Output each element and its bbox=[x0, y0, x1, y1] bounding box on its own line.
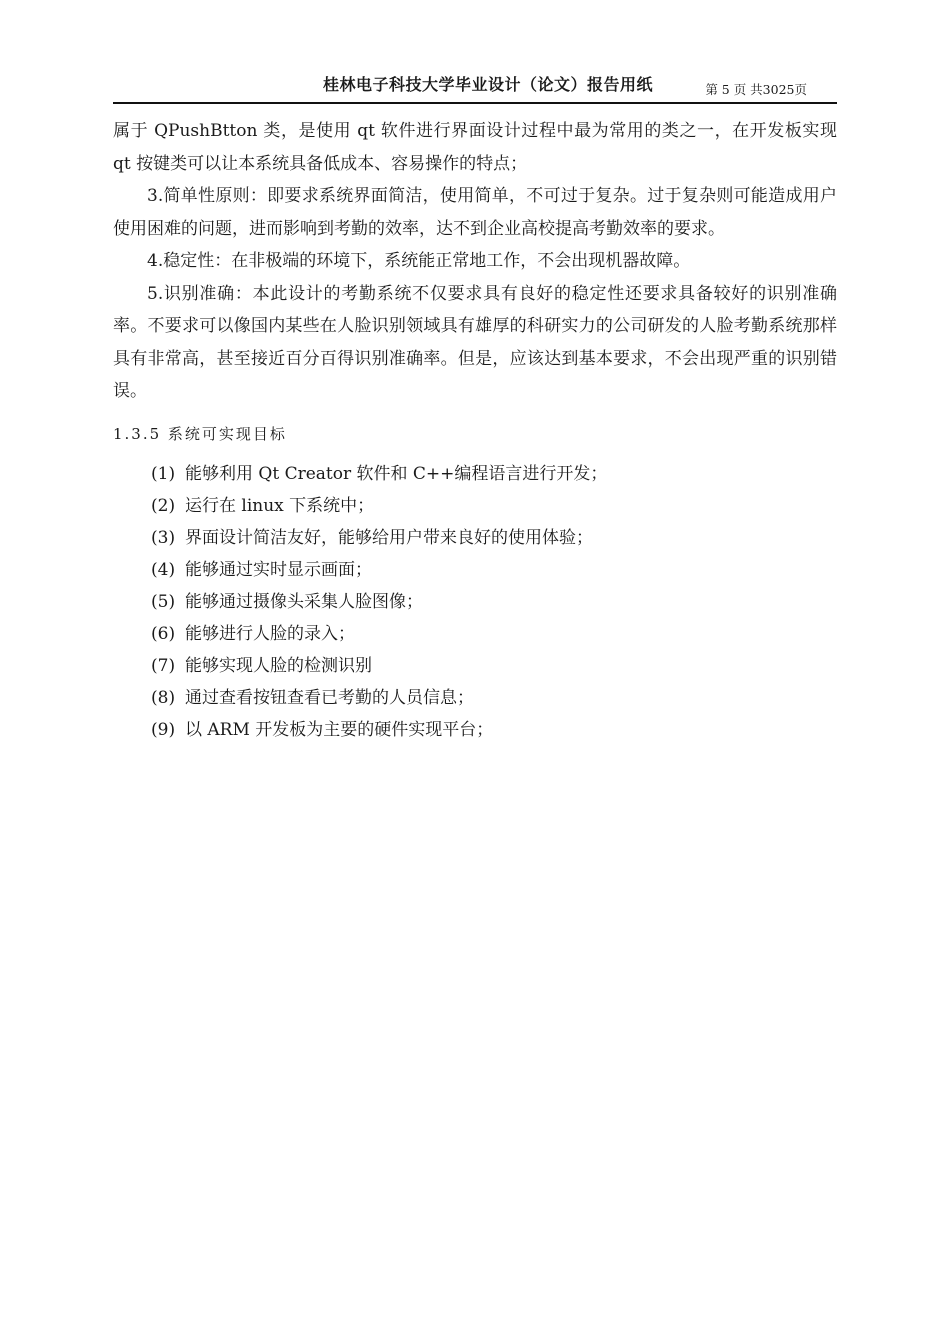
list-item-text: 能够进行人脸的录入； bbox=[185, 623, 355, 644]
paragraph-accuracy: 5.识别准确：本此设计的考勤系统不仅要求具有良好的稳定性还要求具备较好的识别准确率。不要求可以像国内某些在人脸识别领域具有雄厚的科研实力的公司研发的人脸考勤系统那样具有非常高，甚至接近百分百得识别准确率。但是，应该达到基本要求，不会出现严重的识别错误。 bbox=[113, 283, 837, 401]
list-item-text: 以 ARM 开发板为主要的硬件实现平台； bbox=[185, 719, 494, 740]
list-item-number: (4) bbox=[151, 559, 176, 580]
list-item bbox=[151, 682, 837, 714]
header-title: 桂林电子科技大学毕业设计（论文）报告用纸 bbox=[323, 75, 654, 94]
list-item-text: 界面设计简洁友好，能够给用户带来良好的使用体验； bbox=[185, 527, 593, 548]
list-item-text: 能够通过实时显示画面； bbox=[185, 559, 372, 580]
paragraph-stability: 4.稳定性：在非极端的环境下，系统能正常地工作，不会出现机器故障。 bbox=[147, 251, 691, 271]
list-item bbox=[151, 458, 837, 490]
list-item-number: (9) bbox=[151, 719, 176, 740]
goal-list bbox=[113, 458, 837, 746]
page-body bbox=[113, 115, 837, 746]
list-item-text: 能够实现人脸的检测识别 bbox=[185, 655, 372, 676]
list-item bbox=[151, 522, 837, 554]
paragraph-continuation: 属于 QPushBtton 类，是使用 qt 软件进行界面设计过程中最为常用的类之一，在开发板实现 qt 按键类可以让本系统具备低成本、容易操作的特点； bbox=[113, 121, 837, 174]
paragraph-simplicity: 3.简单性原则：即要求系统界面简洁，使用简单，不可过于复杂。过于复杂则可能造成用户使用困难的问题，进而影响到考勤的效率，达不到企业高校提高考勤效率的要求。 bbox=[113, 186, 837, 239]
list-item-number: (3) bbox=[151, 527, 176, 548]
list-item-text: 能够通过摄像头采集人脸图像； bbox=[185, 591, 423, 612]
list-item bbox=[151, 586, 837, 618]
list-item-number: (2) bbox=[151, 495, 176, 516]
list-item-text: 通过查看按钮查看已考勤的人员信息； bbox=[185, 687, 474, 708]
section-heading: 1.3.5 系统可实现目标 bbox=[113, 424, 287, 443]
list-item bbox=[151, 490, 837, 522]
header-page-number: 第 5 页 共3025页 bbox=[705, 82, 807, 97]
list-item-text: 运行在 linux 下系统中； bbox=[185, 495, 375, 516]
list-item-text: 能够利用 Qt Creator 软件和 C++编程语言进行开发； bbox=[185, 463, 608, 484]
list-item-number: (1) bbox=[151, 463, 176, 484]
page-header bbox=[113, 64, 837, 104]
list-item-number: (5) bbox=[151, 591, 176, 612]
list-item-number: (7) bbox=[151, 655, 176, 676]
list-item-number: (8) bbox=[151, 687, 176, 708]
list-item bbox=[151, 714, 837, 746]
list-item-number: (6) bbox=[151, 623, 176, 644]
list-item bbox=[151, 650, 837, 682]
list-item bbox=[151, 618, 837, 650]
list-item bbox=[151, 554, 837, 586]
